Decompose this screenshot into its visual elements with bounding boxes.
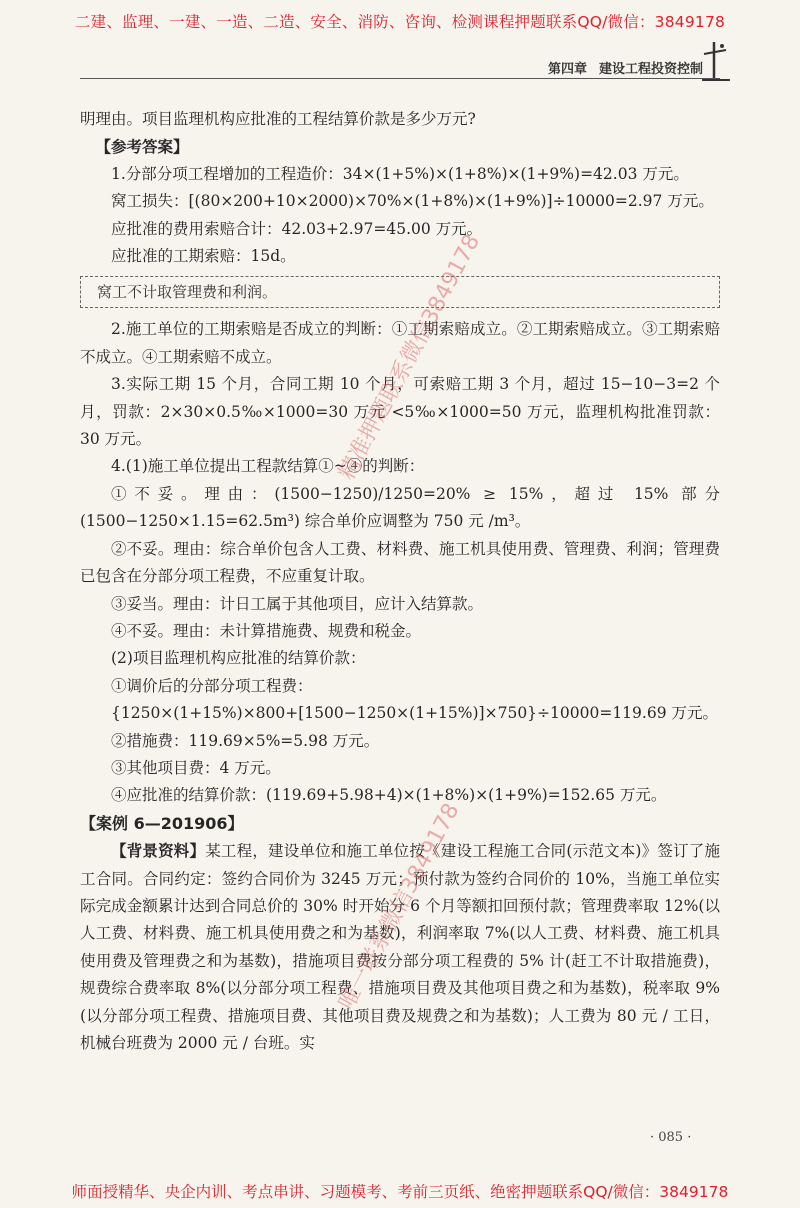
paragraph: ①调价后的分部分项工程费：	[111, 676, 313, 695]
paragraph: ②措施费：119.69×5%=5.98 万元。	[111, 731, 380, 750]
paragraph: 3.实际工期 15 个月，合同工期 10 个月，可索赔工期 3 个月，超过 15−10−3=2 个月，罚款：2×30×0.5‰×1000=30 万元 <5‰×1000=50 万元，监理机构批准罚款：30 万元。	[80, 375, 720, 449]
header-ornament-icon	[700, 40, 732, 82]
watermark-lower: 唯一联系微信3849178	[334, 799, 465, 1015]
paragraph: 2.施工单位的工期索赔是否成立的判断：①工期索赔成立。②工期索赔成立。③工期索赔不成立。④工期索赔不成立。	[80, 320, 720, 366]
paragraph: 明理由。项目监理机构应批准的工程结算价款是多少万元?	[80, 110, 476, 128]
paragraph: 应批准的工期索赔：15d。	[111, 247, 296, 266]
bottom-promo-banner: 师面授精华、央企内训、考点串讲、习题模考、考前三页纸、绝密押题联系QQ/微信：3849178	[71, 1183, 729, 1201]
tip-box: 窝工不计取管理费和利润。	[80, 276, 720, 308]
chapter-number: 第四章	[548, 62, 588, 77]
formula: {1250×(1+15%)×800+[1500−1250×(1+15%)]×750}÷10000=119.69 万元。	[111, 704, 718, 723]
paragraph: ①不妥。理由：(1500−1250)/1250=20% ≥ 15%，超过 15% 部分 (1500−1250×1.15=62.5m³) 综合单价应调整为 750 元 /m³。	[80, 484, 720, 531]
chapter-header	[548, 58, 703, 77]
watermark-upper: 精准押题联系微信3849178	[334, 230, 486, 485]
paragraph: (2)项目监理机构应批准的结算价款：	[111, 649, 366, 668]
paragraph: ②不妥。理由：综合单价包含人工费、材料费、施工机具使用费、管理费、利润；管理费已包含在分部分项工程费，不应重复计取。	[80, 539, 720, 586]
header-divider	[80, 78, 720, 79]
top-promo-banner: 二建、监理、一建、一造、二造、安全、消防、咨询、检测课程押题联系QQ/微信：3849178	[74, 13, 726, 31]
chapter-title: 建设工程投资控制	[599, 62, 704, 77]
paragraph: ③其他项目费：4 万元。	[111, 758, 281, 777]
answer-heading: 【参考答案】	[95, 137, 189, 157]
paragraph: 1.分部分项工程增加的工程造价：34×(1+5%)×(1+8%)×(1+9%)=42.03 万元。	[111, 164, 689, 183]
case-title: 【案例 6—201906】	[80, 813, 244, 833]
paragraph: ④应批准的结算价款：(119.69+5.98+4)×(1+8%)×(1+9%)=152.65 万元。	[111, 786, 667, 805]
paragraph: 应批准的费用索赔合计：42.03+2.97=45.00 万元。	[111, 219, 483, 238]
paragraph: 窝工损失：[(80×200+10×2000)×70%×(1+8%)×(1+9%)]÷10000=2.97 万元。	[111, 192, 714, 211]
paragraph: ③妥当。理由：计日工属于其他项目，应计入结算款。	[111, 594, 484, 613]
background-text: 某工程，建设单位和施工单位按《建设工程施工合同(示范文本)》签订了施工合同。合同约定：签约合同价为 3245 万元；预付款为签约合同价的 10%，当施工单位实际完成金额累计达到合同总价的 30% 时开始分 6 个月等额扣回预付款；管理费率取 12%(以人工费、材料费、施工机具使用费之和为基数)，利润率取 7%(以人工费、材料费、施工机具使用费及管理费之和为基数)，措施项目费按分部分项工程费的 5% 计(赶工不计取措施费)，规费综合费率取 8%(以分部分项工程费、措施项目费及其他项目费之和为基数)，税率取 9%(以分部分项工程费、措施项目费、其他项目费及规费之和为基数)；人工费为 80 元 / 工日，机械台班费为 2000 元 / 台班。实	[80, 842, 720, 1052]
page-number: · 085 ·	[650, 1130, 692, 1145]
paragraph: 4.(1)施工单位提出工程款结算①~④的判断：	[111, 457, 425, 476]
background-label: 【背景资料】	[111, 841, 206, 861]
paragraph: ④不妥。理由：未计算措施费、规费和税金。	[111, 621, 422, 640]
